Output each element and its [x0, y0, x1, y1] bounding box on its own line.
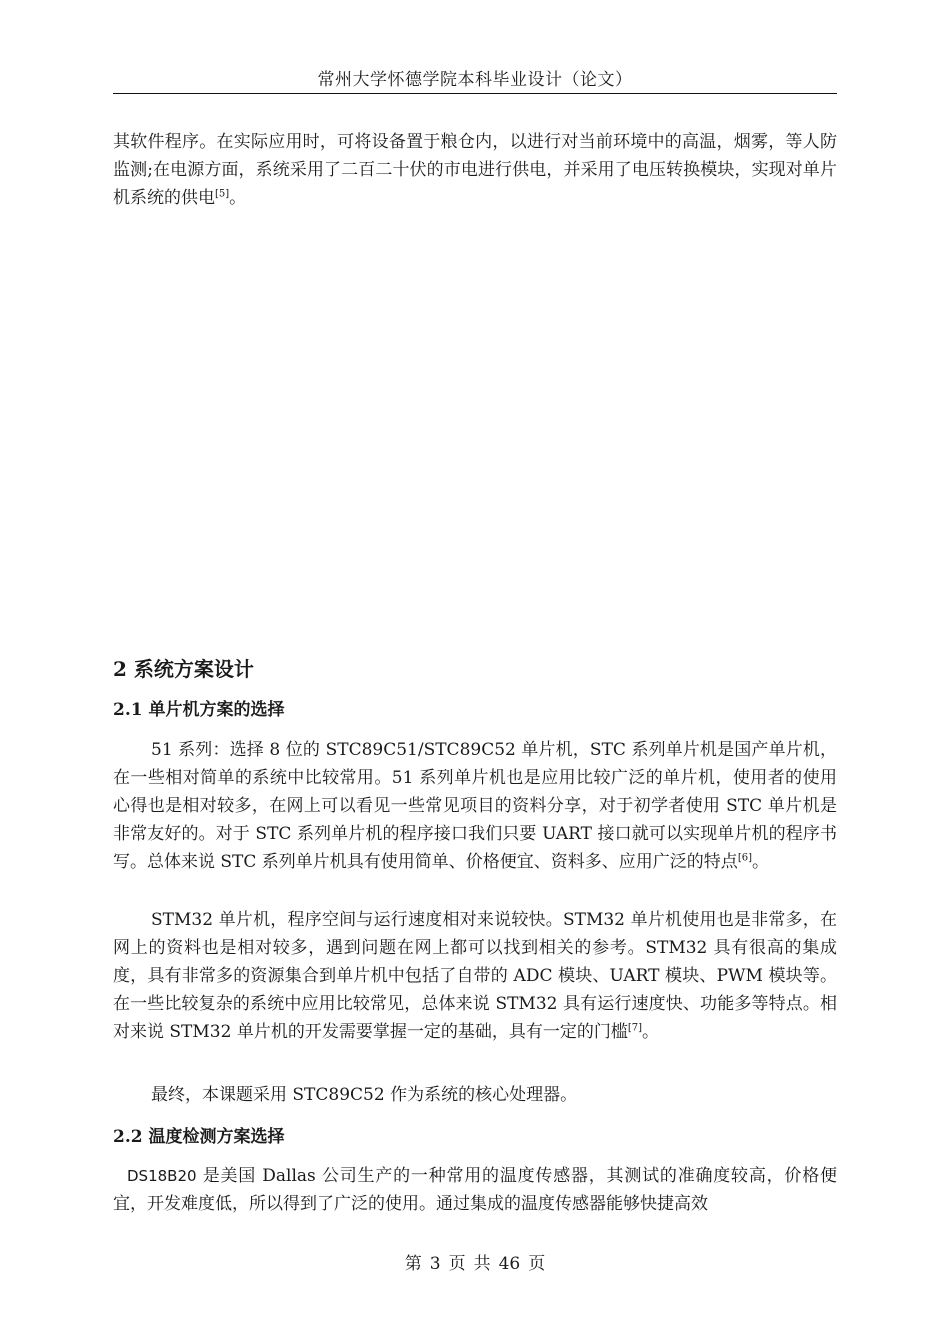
paragraph-stm32	[113, 906, 837, 1046]
intro-text: 其软件程序。在实际应用时，可将设备置于粮仓内，以进行对当前环境中的高温，烟雾，等人防监测;在电源方面，系统采用了二百二十伏的市电进行供电，并采用了电压转换模块，实现对单片机系统的供电	[113, 132, 837, 208]
page-header: 常州大学怀德学院本科毕业设计（论文）	[317, 70, 633, 90]
ds18b20-term: DS18B20	[127, 1167, 197, 1185]
footer-word: 共	[473, 1254, 491, 1274]
total-pages: 46	[498, 1254, 521, 1274]
page-footer	[113, 1252, 837, 1276]
paragraph-text: 是美国 Dallas 公司生产的一种常用的温度传感器，其测试的准确度较高，价格便宜，开发难度低，所以得到了广泛的使用。通过集成的温度传感器能够快捷高效	[113, 1166, 837, 1214]
paragraph-end: 。	[751, 852, 769, 872]
paragraph-text: STM32 单片机，程序空间与运行速度相对来说较快。STM32 单片机使用也是非常多，在网上的资料也是相对较多，遇到问题在网上都可以找到相关的参考。STM32 具有很高的集成度，具有非常多的资源集合到单片机中包括了自带的 ADC 模块、UART 模块、PWM 模块等。在一些比较复杂的系统中应用比较常见，总体来说 STM32 具有运行速度快、功能多等特点。相对来说 STM32 单片机的开发需要掌握一定的基础，具有一定的门槛	[113, 910, 837, 1042]
intro-end: 。	[229, 188, 247, 208]
paragraph-51-series	[113, 736, 837, 876]
header-rule	[113, 93, 837, 94]
section-heading-2-2: 2.2 温度检测方案选择	[113, 1127, 285, 1147]
intro-paragraph	[113, 128, 837, 212]
paragraph-text: 51 系列：选择 8 位的 STC89C51/STC89C52 单片机，STC 系列单片机是国产单片机，在一些相对简单的系统中比较常用。51 系列单片机也是应用比较广泛的单片机，使用者的使用心得也是相对较多，在网上可以看见一些常见项目的资料分享，对于初学者使用 STC 单片机是非常友好的。对于 STC 系列单片机的程序接口我们只要 UART 接口就可以实现单片机的程序书写。总体来说 STC 系列单片机具有使用简单、价格便宜、资料多、应用广泛的特点	[113, 740, 837, 872]
paragraph-ds18b20	[113, 1162, 837, 1218]
citation: [5]	[215, 188, 230, 200]
section-heading-2: 2 系统方案设计	[113, 657, 254, 681]
page-number: 3	[429, 1254, 441, 1274]
paragraph-conclusion: 最终，本课题采用 STC89C52 作为系统的核心处理器。	[151, 1085, 578, 1105]
section-heading-2-1: 2.1 单片机方案的选择	[113, 700, 285, 720]
footer-word: 页	[448, 1254, 466, 1274]
citation: [6]	[737, 852, 752, 864]
footer-word: 页	[528, 1254, 546, 1274]
footer-word: 第	[404, 1254, 422, 1274]
paragraph-end: 。	[642, 1022, 660, 1042]
citation: [7]	[627, 1022, 643, 1034]
